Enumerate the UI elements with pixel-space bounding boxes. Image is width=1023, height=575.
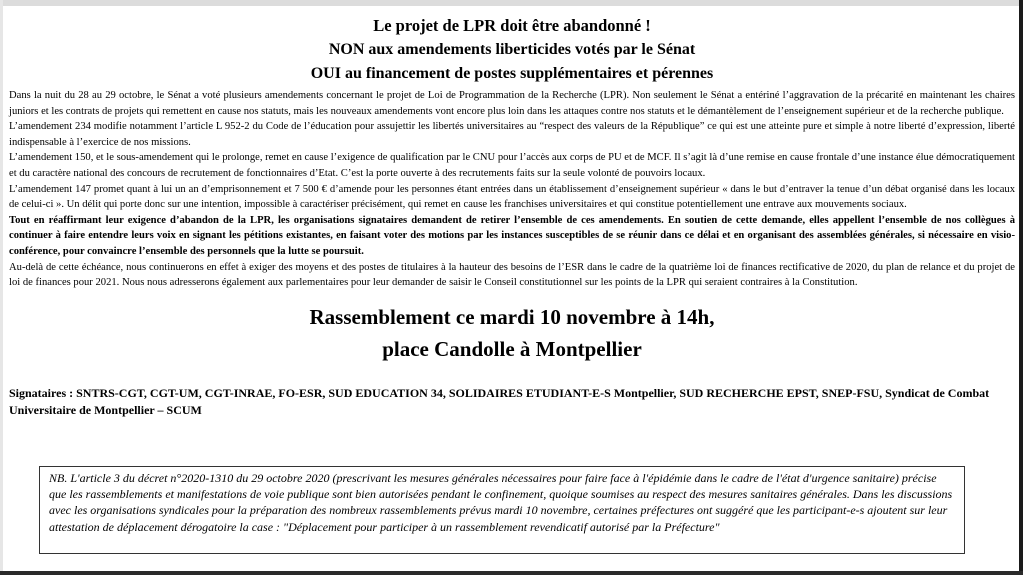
nb-note-box: NB. L'article 3 du décret n°2020-1310 du 29 octobre 2020 (prescrivant les mesures générales nécessaires pour faire face à l'épidémie dans le cadre de l'état d'urgence sanitaire) précise que les rassemblements et manifestations de voie publique sont bien autorisées pendant le confinement, quoique soumises au respect des mesures sanitaires générales. Dans les discussions avec les organisations syndicales pour la préparation des nombreux rassemblements prévus mardi 10 novembre, certaines préfectures ont suggéré que les participant-e-s ajoutent sur leur attestation de déplacement dérogatoire la case : "Déplacement pour participer à un rassemblement revendicatif autorisé par la Préfecture" <box>39 466 965 554</box>
paragraph-demande: Tout en réaffirmant leur exigence d’abandon de la LPR, les organisations signataires demandent de retirer l’ensemble de ces amendements. En soutien de cette demande, elles appellent l’ensemble de nos collègues à continuer à faire entendre leurs voix en signant les pétitions existantes, en faisant voter des motions par les instances susceptibles de se réunir dans ce délai et en organisant des assemblées générales, si nécessaire en visio-conférence, pour convaincre l’ensemble des personnels que la lutte se poursuit. <box>9 214 1015 257</box>
signatories: Signataires : SNTRS-CGT, CGT-UM, CGT-INRAE, FO-ESR, SUD EDUCATION 34, SOLIDAIRES ETUDIANT-E-S Montpellier, SUD RECHERCHE EPST, SNEP-FSU, Syndicat de Combat Universitaire de Montpellier – SCUM <box>9 385 990 417</box>
document-title: Le projet de LPR doit être abandonné ! <box>373 16 651 35</box>
document-page <box>9 14 1015 419</box>
window-right-border <box>1019 0 1023 575</box>
rally-line-place: place Candolle à Montpellier <box>382 336 642 361</box>
paragraph-amendement-234: L’amendement 234 modifie notamment l’article L 952-2 du Code de l’éducation pour assujettir les libertés universitaires au “respect des valeurs de la République” ce qui est une atteinte pure et simple à notre liberté d’expression, liberté indispensable à l’exercice de nos missions. <box>9 121 1015 148</box>
document-subtitle-oui: OUI au financement de postes supplémentaires et pérennes <box>310 65 714 82</box>
window-top-border <box>0 0 1023 6</box>
paragraph-intro: Dans la nuit du 28 au 29 octobre, le Sénat a voté plusieurs amendements concernant le projet de Loi de Programmation de la Recherche (LPR). Non seulement le Sénat a entériné l’aggravation de la précarité en maintenant les chaires juniors et les contrats de projets qui remettent en cause nos statuts, mais les nouveaux amendements vont encore plus loin dans les attaques contre nos statuts et le démantèlement de l’enseignement supérieur et de la recherche publique. <box>9 90 1015 117</box>
rally-announcement <box>9 301 1015 365</box>
document-body <box>9 88 1015 291</box>
document-subtitle-non: NON aux amendements liberticides votés par le Sénat <box>328 41 696 58</box>
window-bottom-border <box>0 571 1023 575</box>
paragraph-suite: Au-delà de cette échéance, nous continuerons en effet à exiger des moyens et des postes de titulaires à la hauteur des besoins de l’ESR dans le cadre de la quatrième loi de finances rectificative de 2020, du plan de relance et du projet de loi de finances pour 2021. Nous nous adresserons également aux parlementaires pour leur demander de saisir le Conseil constitutionnel sur les points de la LPR qui seraient contraires à la Constitution. <box>9 261 1015 289</box>
rally-line-date: Rassemblement ce mardi 10 novembre à 14h, <box>309 304 715 329</box>
window-left-border <box>0 0 3 575</box>
paragraph-amendement-150: L’amendement 150, et le sous-amendement qui le prolonge, remet en cause l’exigence de qualification par le CNU pour l’accès aux corps de PU et de MCF. Il s’agit là d’une remise en cause frontale d’une instance élue démocratiquement et du caractère national des concours de recrutement de fonctionnaires d’Etat. C’est la porte ouverte à des recrutements faits sur la seule volonté de pouvoirs locaux. <box>9 152 1015 179</box>
paragraph-amendement-147: L’amendement 147 promet quant à lui un an d’emprisonnement et 7 500 € d’amende pour les personnes étant entrées dans un établissement d’enseignement supérieur « dans le but d’entraver la tenue d’un débat organisé dans les locaux de celui-ci ». Un délit qui porte donc sur une intention, impossible à caractériser précisément, qui remet en cause les franchises universitaires et qui constitue potentiellement une entrave aux mouvements sociaux. <box>9 183 1015 211</box>
